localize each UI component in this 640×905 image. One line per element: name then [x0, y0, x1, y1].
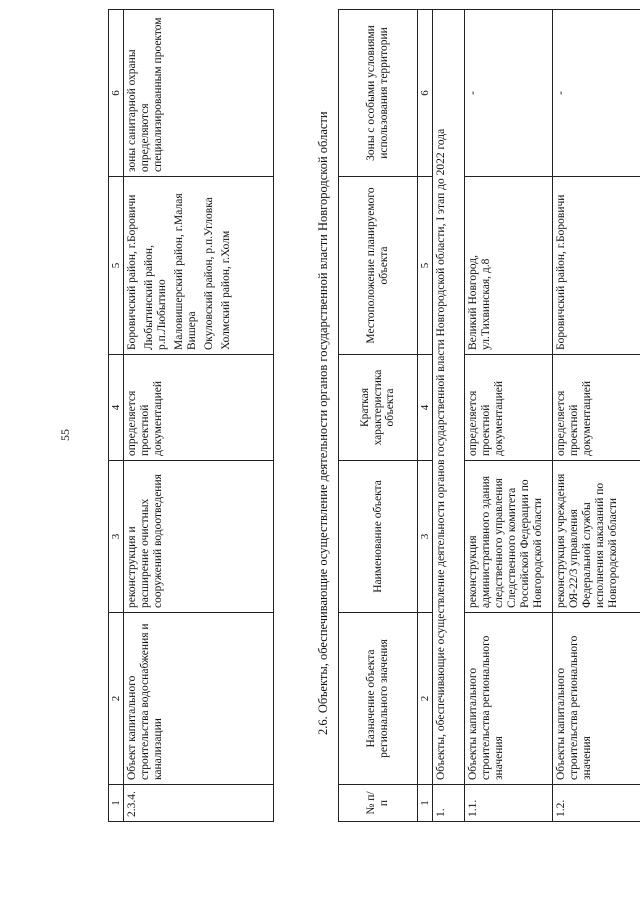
col-number: 4 — [418, 355, 433, 461]
table-row — [553, 10, 640, 822]
row-number: 1.2. — [553, 785, 640, 822]
row-number: 1. — [433, 785, 465, 822]
object-characteristics: определяется проектной документацией — [124, 355, 274, 461]
table-water-supply — [108, 9, 274, 822]
section-title: 2.6. Объекты, обеспечивающие осуществление деятельности органов государственной власти Новгородской области — [316, 111, 330, 735]
special-zones: - — [465, 10, 553, 177]
object-name: реконструкция учреждения ОЯ-22/3 управления Федеральной службы исполнения наказаний по Новгородской области — [553, 461, 640, 613]
col-number: 2 — [109, 613, 124, 785]
row-number: 2.3.4. — [124, 785, 274, 822]
object-location: Боровичский район, г.Боровичи — [553, 177, 640, 355]
col-number: 2 — [418, 613, 433, 785]
col-number: 1 — [109, 785, 124, 822]
object-characteristics: определяется проектной документацией — [553, 355, 640, 461]
col-number: 3 — [418, 461, 433, 613]
location-entry: Любытинский район, р.п.Любытино — [143, 245, 169, 350]
header-location: Местоположение планируемого объекта — [339, 177, 418, 355]
object-name: реконструкция и расширение очистных сооружений водоотведения — [124, 461, 274, 613]
col-number: 6 — [109, 10, 124, 177]
location-entry: Холмский район, г.Холм — [219, 230, 232, 350]
location-entry: Маловишерский район, г.Малая Вишера — [172, 193, 198, 350]
object-location: Великий Новгород, ул.Тихвинская, д.8 — [465, 177, 553, 355]
col-number: 5 — [109, 177, 124, 355]
location-entry: Боровичский район, г.Боровичи — [126, 194, 139, 350]
object-purpose: Объект капитального строительства водоснабжения и канализации — [124, 613, 274, 785]
row-number: 1.1. — [465, 785, 553, 822]
object-purpose: Объекты капитального строительства регионального значения — [465, 613, 553, 785]
col-number: 3 — [109, 461, 124, 613]
col-number: 5 — [418, 177, 433, 355]
header-characteristics: Краткая характеристика объекта — [339, 355, 418, 461]
header-name: Наименование объекта — [339, 461, 418, 613]
table-government-objects — [338, 9, 640, 822]
column-number-row — [418, 10, 433, 822]
page-number: 55 — [58, 429, 72, 441]
object-characteristics: определяется проектной документацией — [465, 355, 553, 461]
object-purpose: Объекты капитального строительства регионального значения — [553, 613, 640, 785]
object-location — [124, 177, 274, 355]
column-number-row — [109, 10, 124, 822]
object-name: реконструкция административного здания следственного управления Следственного комитета Российской Федерации по Новгородской области — [465, 461, 553, 613]
header-purpose: Назначение объекта регионального значения — [339, 613, 418, 785]
special-zones: - — [553, 10, 640, 177]
header-zones: Зоны с особыми условиями использования территории — [339, 10, 418, 177]
location-entry: Окуловский район, р.п.Угловка — [202, 197, 215, 350]
table-row — [465, 10, 553, 822]
col-number: 1 — [418, 785, 433, 822]
header-num: № п/п — [339, 785, 418, 822]
special-zones: зоны санитарной охраны определяются специализированным проектом — [124, 10, 274, 177]
col-number: 6 — [418, 10, 433, 177]
table-row — [124, 10, 274, 822]
col-number: 4 — [109, 355, 124, 461]
table-header-row — [339, 10, 418, 822]
section-row — [433, 10, 465, 822]
section-row-text: Объекты, обеспечивающие осуществление деятельности органов государственной власти Новгородской области, I этап до 2022 года — [433, 10, 465, 785]
